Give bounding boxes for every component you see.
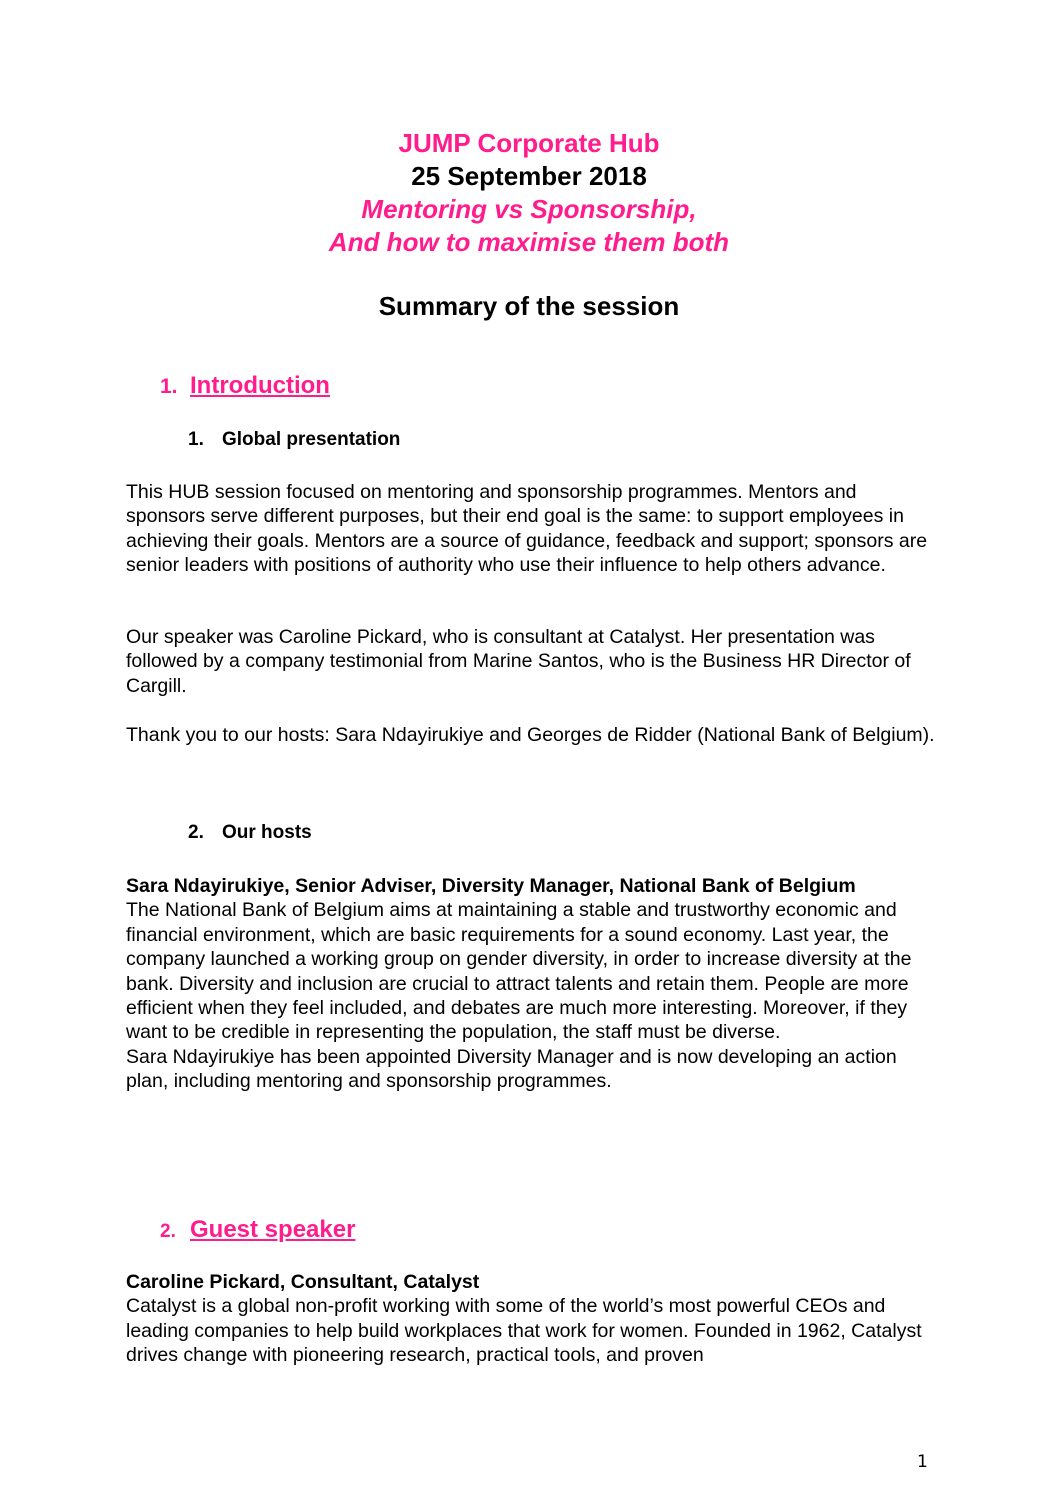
section-label: Guest speaker [190,1216,356,1243]
host-heading: Sara Ndayirukiye, Senior Adviser, Diversity Manager, National Bank of Belgium [126,875,856,897]
section-number: 1. [160,375,178,398]
paragraph-text: Our speaker was Caroline Pickard, who is consultant at Catalyst. Her presentation was followed by a company testimonial from Marine Santos, who is the Business HR Director of Cargill. [126,626,911,697]
subsection-heading-our-hosts [188,822,312,844]
document-subtitle-line1: Mentoring vs Sponsorship, [361,194,697,224]
section-number: 2. [160,1221,176,1242]
summary-heading: Summary of the session [378,291,680,321]
paragraph-text: Thank you to our hosts: Sara Ndayirukiye and Georges de Ridder (National Bank of Belgium). [126,724,935,746]
paragraph-global-presentation-3 [126,723,936,747]
document-date: 25 September 2018 [411,161,647,191]
subsection-number: 1. [188,429,204,450]
host-text-2: Sara Ndayirukiye has been appointed Diversity Manager and is now developing an action plan, including mentoring and sponsorship programmes. [126,1045,897,1093]
section-heading-guest-speaker [160,1216,355,1244]
paragraph-global-presentation-1 [126,480,936,578]
speaker-block [126,1270,936,1368]
subsection-heading-global-presentation [188,429,400,451]
document-title: JUMP Corporate Hub [398,128,660,158]
subsection-number: 2. [188,822,204,843]
page-number: 1 [917,1452,928,1472]
subsection-label: Our hosts [222,822,312,843]
speaker-text: Catalyst is a global non-profit working with some of the world’s most powerful CEOs and leading companies to help build workplaces that work for women. Founded in 1962, Catalyst drives change with pioneering research, practical tools, and proven [126,1295,922,1367]
section-heading-introduction [160,372,330,400]
section-label: Introduction [190,372,330,399]
paragraph-global-presentation-2 [126,625,936,698]
subsection-label: Global presentation [222,429,401,450]
host-text: The National Bank of Belgium aims at maintaining a stable and trustworthy economic and financial environment, which are basic requirements for a sound economy. Last year, the company launched a working group on gender diversity, in order to increase diversity at the bank. Diversity and inclusion are crucial to attract talents and retain them. People are more efficient when they feel included, and debates are much more interesting. Moreover, if they want to be credible in representing the population, the staff must be diverse. [126,899,912,1044]
speaker-heading: Caroline Pickard, Consultant, Catalyst [126,1271,480,1293]
paragraph-text: This HUB session focused on mentoring and sponsorship programmes. Mentors and sponsors serve different purposes, but their end goal is the same: to support employees in achieving their goals. Mentors are a source of guidance, feedback and support; sponsors are senior leaders with positions of authority who use their influence to help others advance. [126,481,928,577]
document-subtitle-line2: And how to maximise them both [328,227,730,257]
host-block [126,874,936,1094]
